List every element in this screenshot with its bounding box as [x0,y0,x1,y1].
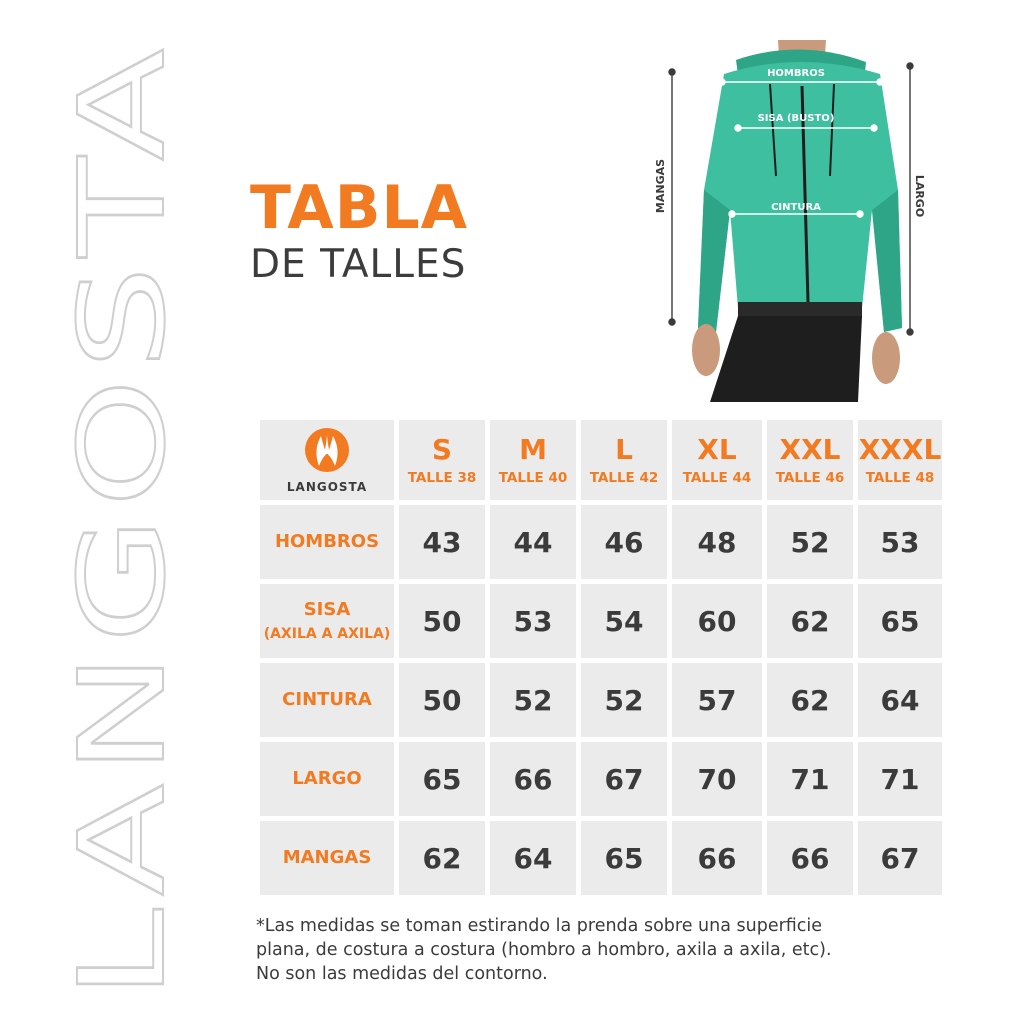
measurement-value: 67 [880,841,920,875]
jacket-shadow-right [872,190,902,332]
value-cell [490,584,576,658]
value-cell [490,505,576,579]
value-cell [399,505,485,579]
row-label-text: MANGAS [282,847,372,868]
value-cell [672,505,762,579]
size-talle: TALLE 44 [682,470,752,486]
title-main: TABLA [250,173,469,243]
measurement-value: 64 [513,841,553,875]
size-grid [260,420,942,896]
measurement-value: 60 [697,604,737,638]
measurement-value: 52 [604,683,644,717]
value-cell [858,584,942,658]
measurement-value: 44 [513,525,553,559]
measurement-value: 46 [604,525,644,559]
footnote-line-1: *Las medidas se toman estirando la prenda sobre una superficie [256,916,823,936]
jacket-shadow [698,190,730,332]
watermark-text: LANGOSTA [53,311,191,1000]
value-cell [767,663,853,737]
size-header-s [399,420,485,500]
row-label-text: CINTURA [282,689,372,710]
measurement-value: 62 [790,604,830,638]
value-cell [399,821,485,895]
measurement-value: 43 [422,525,462,559]
value-cell [672,742,762,816]
inner-shirt [738,302,862,318]
value-cell [581,505,667,579]
value-cell [399,663,485,737]
size-letter: XXXL [858,433,942,466]
value-cell [399,584,485,658]
measurement-value: 52 [513,683,553,717]
title-sub: DE TALLES [250,242,467,287]
measurement-value: 57 [697,683,737,717]
value-cell [858,663,942,737]
value-cell [672,821,762,895]
size-talle: TALLE 42 [589,470,659,486]
measurement-value: 53 [880,525,920,559]
size-talle: TALLE 46 [775,470,845,486]
value-cell [581,821,667,895]
value-cell [672,584,762,658]
size-header-xxxl [858,420,942,500]
measurement-value: 66 [790,841,830,875]
brand-logo-cell [260,420,394,500]
footnote-line-3: No son las medidas del contorno. [256,964,548,984]
label-sisa: SISA (BUSTO) [757,113,835,124]
measurement-value: 48 [697,525,737,559]
value-cell [767,584,853,658]
size-table [260,420,942,896]
row-label-sisa [260,584,394,658]
measurement-value: 71 [790,762,830,796]
footnote [256,914,956,986]
size-header-l [581,420,667,500]
row-sublabel-text: (AXILA A AXILA) [263,626,391,642]
measurement-value: 65 [422,762,462,796]
hand-right [872,332,900,384]
value-cell [581,742,667,816]
value-cell [858,742,942,816]
measurement-value: 62 [422,841,462,875]
jacket-body [698,62,902,332]
size-header-m [490,420,576,500]
size-letter: XXL [779,433,841,466]
label-mangas: MANGAS [654,158,667,214]
size-letter: XL [697,433,737,466]
pants-shape [710,316,862,402]
jacket-measurement-figure [640,40,930,402]
brand-name: LANGOSTA [286,480,368,494]
size-talle: TALLE 38 [407,470,477,486]
measurement-value: 65 [604,841,644,875]
label-hombros: HOMBROS [767,68,825,79]
lobster-logo-icon [303,426,351,474]
size-letter: L [615,433,633,466]
langosta-watermark [0,0,240,1024]
measurement-value: 62 [790,683,830,717]
value-cell [858,821,942,895]
value-cell [581,663,667,737]
measurement-value: 54 [604,604,644,638]
measurement-value: 66 [513,762,553,796]
label-cintura: CINTURA [771,202,821,213]
value-cell [858,505,942,579]
size-letter: S [431,433,453,466]
measurement-value: 65 [880,604,920,638]
measurement-value: 50 [422,683,462,717]
hand-left [692,324,720,376]
title-block [250,173,469,288]
size-talle: TALLE 48 [865,470,935,486]
row-label-hombros [260,505,394,579]
row-label-mangas [260,821,394,895]
measurement-value: 70 [697,762,737,796]
value-cell [672,663,762,737]
measurement-value: 66 [697,841,737,875]
row-label-text: HOMBROS [274,531,380,552]
measurement-value: 53 [513,604,553,638]
measurement-value: 71 [880,762,920,796]
measurement-value: 64 [880,683,920,717]
value-cell [490,742,576,816]
value-cell [490,663,576,737]
value-cell [767,742,853,816]
value-cell [767,505,853,579]
value-cell [490,821,576,895]
value-cell [767,821,853,895]
label-largo: LARGO [913,174,926,218]
size-talle: TALLE 40 [498,470,568,486]
measurement-value: 67 [604,762,644,796]
row-label-text: SISA [303,599,351,620]
footnote-line-2: plana, de costura a costura (hombro a hombro, axila a axila, etc). [256,940,832,960]
row-label-largo [260,742,394,816]
value-cell [581,584,667,658]
row-label-cintura [260,663,394,737]
size-letter: M [519,433,547,466]
measurement-value: 52 [790,525,830,559]
size-header-xxl [767,420,853,500]
size-header-xl [672,420,762,500]
value-cell [399,742,485,816]
row-label-text: LARGO [292,768,362,789]
measurement-value: 50 [422,604,462,638]
